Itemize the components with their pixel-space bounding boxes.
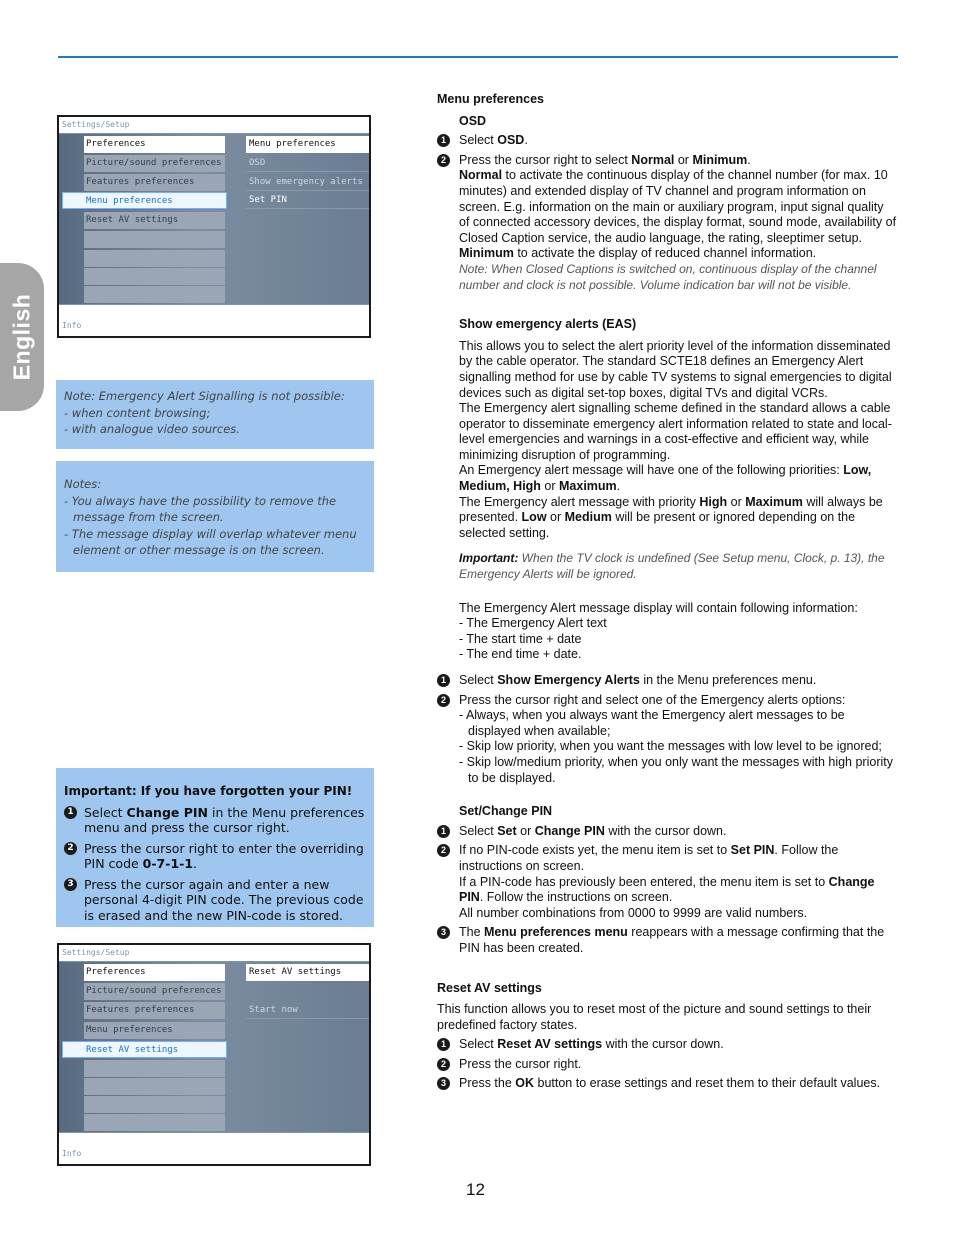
step-number-icon: 3 bbox=[64, 878, 77, 891]
important-title: Important: If you have forgotten your PIN! bbox=[64, 784, 353, 798]
tv-info-label: Info bbox=[62, 321, 82, 330]
important-forgotten-pin bbox=[56, 768, 374, 927]
tv-menu-empty-row bbox=[84, 1114, 225, 1131]
tv-menu-item[interactable]: Features preferences bbox=[84, 174, 225, 191]
step-2: 2 Press the cursor right to enter the overriding PIN code 0-7-1-1. bbox=[64, 841, 366, 872]
eas-important-note: Important: When the TV clock is undefined (See Setup menu, Clock, p. 13), the Emergency Alerts will be ignored. bbox=[459, 551, 885, 582]
tv-menu-item[interactable]: Reset AV settings bbox=[84, 212, 225, 229]
osd-minimum-desc: Minimum to activate the display of reduced channel information. bbox=[459, 246, 817, 261]
step-number-icon: 2 bbox=[437, 844, 450, 857]
notes-title: Notes: bbox=[64, 477, 102, 491]
tv-right-header: Menu preferences bbox=[246, 136, 369, 153]
section-title-reset-av: Reset AV settings bbox=[437, 980, 542, 995]
subsection-title-eas: Show emergency alerts (EAS) bbox=[459, 317, 637, 332]
tv-menu-empty-row bbox=[84, 1078, 225, 1095]
tv-menu-item[interactable]: Picture/sound preferences bbox=[84, 983, 225, 1000]
tv-menu-empty-row bbox=[84, 1096, 225, 1113]
eas-info-item: - The start time + date bbox=[459, 631, 582, 646]
tv-submenu-item[interactable]: Start now bbox=[246, 1002, 369, 1019]
step-number-icon: 1 bbox=[64, 806, 77, 819]
subsection-title-osd: OSD bbox=[459, 113, 487, 128]
osd-normal-desc: Normal to activate the continuous display of the channel number (for max. 10 minutes) and extended display of TV channel and program information on screen. E.g. information on the main or auxiliary program, input signal quality of connected accessory devices, the display format, sound mode, availability of Closed Caption service, the audio language, the rating, sleeptimer setup. bbox=[459, 168, 897, 245]
reset-step-2: 2 Press the cursor right. bbox=[437, 1057, 897, 1073]
step-number-icon: 3 bbox=[437, 1077, 450, 1090]
step-3: 3 Press the cursor again and enter a new personal 4-digit PIN code. The previous code is erased and the new PIN-code is stored. bbox=[64, 877, 366, 924]
notes-message-display bbox=[56, 461, 374, 572]
osd-step-2: 2 Press the cursor right to select Normal or Minimum. bbox=[437, 153, 897, 169]
tv-submenu-item[interactable]: OSD bbox=[246, 155, 369, 172]
tv-menu-item-selected[interactable]: Reset AV settings bbox=[62, 1041, 227, 1058]
note-line: Note: Emergency Alert Signalling is not possible: bbox=[64, 389, 345, 403]
tv-menu-screen-preferences bbox=[57, 115, 371, 338]
tv-menu-body bbox=[59, 961, 369, 1133]
reset-av-paragraph: This function allows you to reset most of the picture and sound settings to their predefined factory states. bbox=[437, 1002, 872, 1032]
eas-paragraph: The Emergency alert signalling scheme defined in the standard allows a cable operator to disseminate emergency alert information related to state and local-level emergencies and warnings in a cost-effective and efficient way, while minimizing disruption of programming. bbox=[459, 401, 892, 462]
reset-step-3: 3 Press the OK button to erase settings and reset them to their default values. bbox=[437, 1076, 897, 1092]
eas-info-intro: The Emergency Alert message display will contain following information: bbox=[459, 600, 858, 615]
osd-step-1: 1 Select OSD. bbox=[437, 133, 897, 149]
language-tab bbox=[0, 263, 44, 411]
tv-submenu-item[interactable]: Show emergency alerts bbox=[246, 174, 369, 191]
osd-note: Note: When Closed Captions is switched on, continuous display of the channel number and clock is not possible. Volume indication bar will not be visible. bbox=[459, 261, 877, 292]
step-number-icon: 3 bbox=[437, 926, 450, 939]
language-label: English bbox=[8, 293, 35, 381]
step-number-icon: 1 bbox=[437, 134, 450, 147]
tv-menu-empty-row bbox=[84, 1060, 225, 1077]
tv-menu-empty-row bbox=[84, 268, 225, 285]
tv-right-header: Reset AV settings bbox=[246, 964, 369, 981]
tv-info-label: Info bbox=[62, 1149, 82, 1158]
tv-menu-item[interactable]: Features preferences bbox=[84, 1002, 225, 1019]
right-column-text bbox=[437, 92, 897, 1092]
note-line: - The message display will overlap whatever menu element or other message is on the screen. bbox=[64, 526, 357, 557]
pin-step-2: 2 If no PIN-code exists yet, the menu item is set to Set PIN. Follow the instructions on screen. If a PIN-code has previously been entered, the menu item is set to Change PIN. Follow the instructions on screen. All number combinations from 0000 to 9999 are valid numbers. bbox=[437, 843, 897, 921]
tv-menu-body bbox=[59, 133, 369, 305]
eas-paragraph: This allows you to select the alert priority level of the information disseminated by the cable operator. The standard SCTE18 defines an Emergency Alert signalling method for use by cable TV systems to signal emergencies to digital devices such as digital set-top boxes, digital TVs and digital VCRs. bbox=[459, 338, 892, 400]
tv-menu-item-selected[interactable]: Menu preferences bbox=[62, 192, 227, 209]
eas-option: - Skip low/medium priority, when you only want the messages with high priority to be displayed. bbox=[459, 754, 893, 785]
eas-option: - Always, when you always want the Emergency alert messages to be displayed when available; bbox=[459, 708, 845, 738]
tv-menu-item[interactable]: Picture/sound preferences bbox=[84, 155, 225, 172]
tv-breadcrumb: Settings/Setup bbox=[62, 948, 130, 957]
tv-menu-empty-row bbox=[84, 231, 225, 248]
top-rule bbox=[58, 56, 898, 58]
reset-step-1: 1 Select Reset AV settings with the cursor down. bbox=[437, 1037, 897, 1053]
eas-info-item: - The Emergency Alert text bbox=[459, 616, 607, 631]
note-emergency-alert bbox=[56, 380, 374, 449]
pin-step-1: 1 Select Set or Change PIN with the cursor down. bbox=[437, 824, 897, 840]
step-number-icon: 1 bbox=[437, 825, 450, 838]
tv-menu-empty-row bbox=[84, 286, 225, 303]
step-1: 1 Select Change PIN in the Menu preferences menu and press the cursor right. bbox=[64, 805, 366, 836]
subsection-title-set-pin: Set/Change PIN bbox=[459, 804, 553, 819]
step-number-icon: 2 bbox=[437, 154, 450, 167]
tv-breadcrumb: Settings/Setup bbox=[62, 120, 130, 129]
eas-paragraph: An Emergency alert message will have one of the following priorities: Low, Medium, High or Maximum. bbox=[459, 463, 872, 494]
tv-menu-item[interactable]: Menu preferences bbox=[84, 1022, 225, 1039]
pin-step-3: 3 The Menu preferences menu reappears with a message confirming that the PIN has been created. bbox=[437, 925, 897, 956]
eas-option: - Skip low priority, when you want the messages with low level to be ignored; bbox=[459, 739, 882, 754]
note-line: - with analogue video sources. bbox=[64, 422, 240, 436]
tv-menu-screen-reset bbox=[57, 943, 371, 1166]
step-number-icon: 2 bbox=[437, 1058, 450, 1071]
step-number-icon: 2 bbox=[64, 842, 77, 855]
page-number: 12 bbox=[466, 1180, 485, 1199]
tv-left-header: Preferences bbox=[84, 964, 225, 981]
tv-submenu-item[interactable]: Set PIN bbox=[246, 192, 369, 209]
eas-step-2: 2 Press the cursor right and select one of the Emergency alerts options: - Always, when you always want the Emergency alert messages to be displayed when available; - Skip low priority, when you want the messages with low level to be ignored; - Skip low/medium priority, when you only want the messages with high priority to be displayed. bbox=[437, 693, 897, 787]
section-title-menu-preferences: Menu preferences bbox=[437, 92, 544, 106]
tv-menu-empty-row bbox=[84, 250, 225, 267]
step-number-icon: 2 bbox=[437, 694, 450, 707]
eas-step-1: 1 Select Show Emergency Alerts in the Menu preferences menu. bbox=[437, 673, 897, 689]
eas-paragraph: The Emergency alert message with priority High or Maximum will always be presented. Low or Medium will be present or ignored depending on the selected setting. bbox=[459, 494, 883, 540]
tv-left-header: Preferences bbox=[84, 136, 225, 153]
eas-info-item: - The end time + date. bbox=[459, 647, 582, 662]
note-line: - You always have the possibility to remove the message from the screen. bbox=[64, 493, 337, 524]
note-line: - when content browsing; bbox=[64, 405, 211, 420]
step-number-icon: 1 bbox=[437, 1038, 450, 1051]
step-number-icon: 1 bbox=[437, 674, 450, 687]
